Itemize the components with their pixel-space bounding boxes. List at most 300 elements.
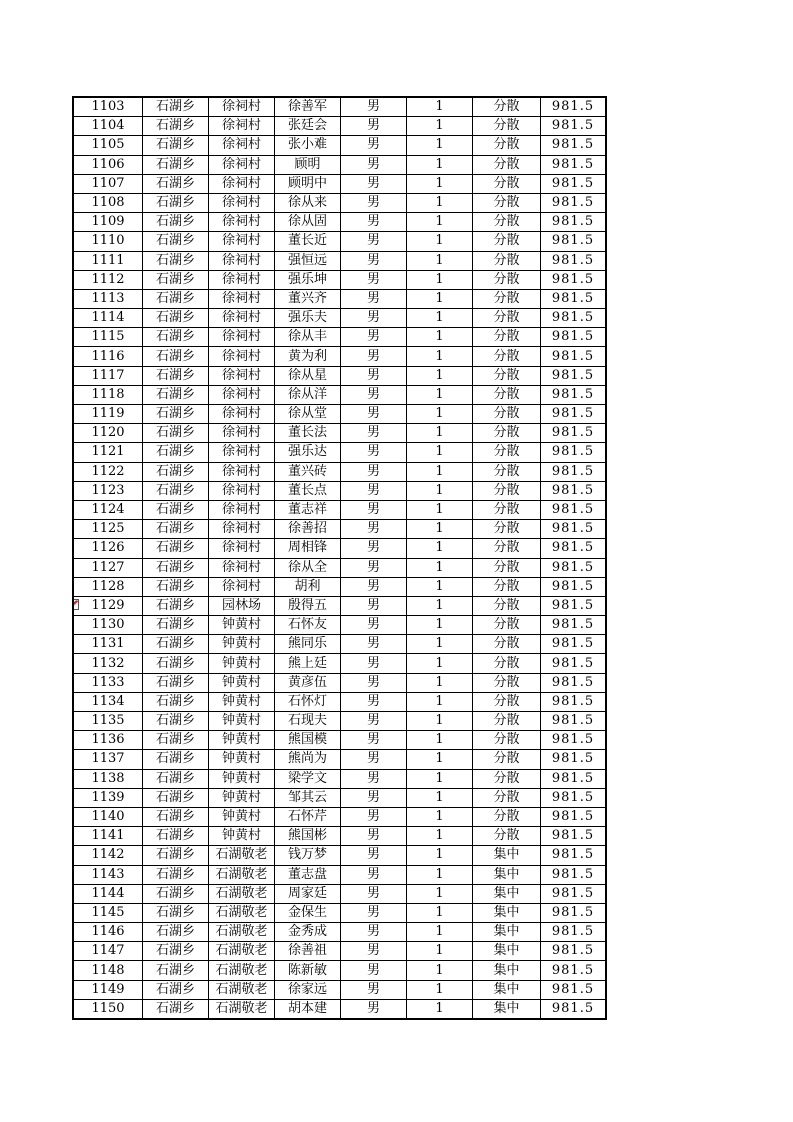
village-cell[interactable]: 园林场 bbox=[209, 596, 275, 615]
amount-cell[interactable]: 981.5 bbox=[541, 405, 607, 424]
support-mode-cell[interactable]: 分散 bbox=[473, 213, 541, 232]
row-number-cell[interactable]: 1147 bbox=[73, 942, 143, 961]
count-cell[interactable]: 1 bbox=[407, 424, 473, 443]
amount-cell[interactable]: 981.5 bbox=[541, 366, 607, 385]
count-cell[interactable]: 1 bbox=[407, 385, 473, 404]
village-cell[interactable]: 钟黄村 bbox=[209, 807, 275, 826]
gender-cell[interactable]: 男 bbox=[341, 136, 407, 155]
name-cell[interactable]: 周家廷 bbox=[275, 884, 341, 903]
support-mode-cell[interactable]: 分散 bbox=[473, 309, 541, 328]
name-cell[interactable]: 钱万梦 bbox=[275, 846, 341, 865]
row-number-cell[interactable] bbox=[73, 596, 143, 615]
town-cell[interactable]: 石湖乡 bbox=[143, 385, 209, 404]
town-cell[interactable]: 石湖乡 bbox=[143, 174, 209, 193]
count-cell[interactable]: 1 bbox=[407, 673, 473, 692]
support-mode-cell[interactable]: 分散 bbox=[473, 520, 541, 539]
support-mode-cell[interactable]: 集中 bbox=[473, 980, 541, 999]
name-cell[interactable]: 徐善军 bbox=[275, 97, 341, 117]
village-cell[interactable]: 徐祠村 bbox=[209, 289, 275, 308]
gender-cell[interactable]: 男 bbox=[341, 289, 407, 308]
amount-cell[interactable]: 981.5 bbox=[541, 673, 607, 692]
support-mode-cell[interactable]: 分散 bbox=[473, 347, 541, 366]
gender-cell[interactable]: 男 bbox=[341, 769, 407, 788]
row-number-cell[interactable]: 1112 bbox=[73, 270, 143, 289]
village-cell[interactable]: 徐祠村 bbox=[209, 539, 275, 558]
village-cell[interactable]: 钟黄村 bbox=[209, 750, 275, 769]
amount-cell[interactable]: 981.5 bbox=[541, 865, 607, 884]
village-cell[interactable]: 石湖敬老 bbox=[209, 999, 275, 1019]
support-mode-cell[interactable]: 分散 bbox=[473, 328, 541, 347]
row-number-cell[interactable]: 1145 bbox=[73, 903, 143, 922]
name-cell[interactable]: 董长近 bbox=[275, 232, 341, 251]
name-cell[interactable]: 董长点 bbox=[275, 481, 341, 500]
gender-cell[interactable]: 男 bbox=[341, 328, 407, 347]
name-cell[interactable]: 强恒远 bbox=[275, 251, 341, 270]
count-cell[interactable]: 1 bbox=[407, 865, 473, 884]
village-cell[interactable]: 徐祠村 bbox=[209, 500, 275, 519]
village-cell[interactable]: 徐祠村 bbox=[209, 309, 275, 328]
village-cell[interactable]: 石湖敬老 bbox=[209, 923, 275, 942]
name-cell[interactable]: 胡本建 bbox=[275, 999, 341, 1019]
support-mode-cell[interactable]: 分散 bbox=[473, 289, 541, 308]
village-cell[interactable]: 徐祠村 bbox=[209, 136, 275, 155]
count-cell[interactable]: 1 bbox=[407, 577, 473, 596]
support-mode-cell[interactable]: 集中 bbox=[473, 942, 541, 961]
town-cell[interactable]: 石湖乡 bbox=[143, 788, 209, 807]
support-mode-cell[interactable]: 集中 bbox=[473, 903, 541, 922]
support-mode-cell[interactable]: 分散 bbox=[473, 366, 541, 385]
row-number-cell[interactable]: 1106 bbox=[73, 155, 143, 174]
name-cell[interactable]: 顾明 bbox=[275, 155, 341, 174]
row-number-cell[interactable]: 1126 bbox=[73, 539, 143, 558]
village-cell[interactable]: 徐祠村 bbox=[209, 424, 275, 443]
town-cell[interactable]: 石湖乡 bbox=[143, 980, 209, 999]
village-cell[interactable]: 徐祠村 bbox=[209, 117, 275, 136]
row-number-cell[interactable]: 1113 bbox=[73, 289, 143, 308]
count-cell[interactable]: 1 bbox=[407, 769, 473, 788]
count-cell[interactable]: 1 bbox=[407, 366, 473, 385]
village-cell[interactable]: 钟黄村 bbox=[209, 692, 275, 711]
gender-cell[interactable]: 男 bbox=[341, 961, 407, 980]
amount-cell[interactable]: 981.5 bbox=[541, 558, 607, 577]
village-cell[interactable]: 钟黄村 bbox=[209, 673, 275, 692]
amount-cell[interactable]: 981.5 bbox=[541, 443, 607, 462]
row-number-cell[interactable]: 1104 bbox=[73, 117, 143, 136]
town-cell[interactable]: 石湖乡 bbox=[143, 539, 209, 558]
gender-cell[interactable]: 男 bbox=[341, 174, 407, 193]
village-cell[interactable]: 徐祠村 bbox=[209, 385, 275, 404]
amount-cell[interactable]: 981.5 bbox=[541, 596, 607, 615]
row-number-cell[interactable]: 1123 bbox=[73, 481, 143, 500]
amount-cell[interactable]: 981.5 bbox=[541, 385, 607, 404]
town-cell[interactable]: 石湖乡 bbox=[143, 827, 209, 846]
support-mode-cell[interactable]: 分散 bbox=[473, 251, 541, 270]
support-mode-cell[interactable]: 分散 bbox=[473, 692, 541, 711]
town-cell[interactable]: 石湖乡 bbox=[143, 692, 209, 711]
row-number-cell[interactable]: 1107 bbox=[73, 174, 143, 193]
name-cell[interactable]: 熊上廷 bbox=[275, 654, 341, 673]
count-cell[interactable]: 1 bbox=[407, 788, 473, 807]
row-number-cell[interactable]: 1118 bbox=[73, 385, 143, 404]
count-cell[interactable]: 1 bbox=[407, 750, 473, 769]
gender-cell[interactable]: 男 bbox=[341, 193, 407, 212]
name-cell[interactable]: 石现夫 bbox=[275, 712, 341, 731]
name-cell[interactable]: 胡利 bbox=[275, 577, 341, 596]
amount-cell[interactable]: 981.5 bbox=[541, 731, 607, 750]
gender-cell[interactable]: 男 bbox=[341, 117, 407, 136]
support-mode-cell[interactable]: 分散 bbox=[473, 807, 541, 826]
gender-cell[interactable]: 男 bbox=[341, 347, 407, 366]
row-number-cell[interactable]: 1146 bbox=[73, 923, 143, 942]
gender-cell[interactable]: 男 bbox=[341, 366, 407, 385]
name-cell[interactable]: 殷得五 bbox=[275, 596, 341, 615]
amount-cell[interactable]: 981.5 bbox=[541, 827, 607, 846]
town-cell[interactable]: 石湖乡 bbox=[143, 903, 209, 922]
amount-cell[interactable]: 981.5 bbox=[541, 692, 607, 711]
amount-cell[interactable]: 981.5 bbox=[541, 616, 607, 635]
gender-cell[interactable]: 男 bbox=[341, 558, 407, 577]
support-mode-cell[interactable]: 分散 bbox=[473, 788, 541, 807]
row-number-cell[interactable]: 1139 bbox=[73, 788, 143, 807]
amount-cell[interactable]: 981.5 bbox=[541, 155, 607, 174]
village-cell[interactable]: 徐祠村 bbox=[209, 328, 275, 347]
name-cell[interactable]: 金秀成 bbox=[275, 923, 341, 942]
row-number-cell[interactable]: 1117 bbox=[73, 366, 143, 385]
row-number-cell[interactable]: 1135 bbox=[73, 712, 143, 731]
name-cell[interactable]: 董兴齐 bbox=[275, 289, 341, 308]
village-cell[interactable]: 石湖敬老 bbox=[209, 980, 275, 999]
count-cell[interactable]: 1 bbox=[407, 616, 473, 635]
amount-cell[interactable]: 981.5 bbox=[541, 654, 607, 673]
support-mode-cell[interactable]: 分散 bbox=[473, 558, 541, 577]
name-cell[interactable]: 石怀友 bbox=[275, 616, 341, 635]
count-cell[interactable]: 1 bbox=[407, 980, 473, 999]
row-number-cell[interactable]: 1148 bbox=[73, 961, 143, 980]
row-number-cell[interactable]: 1120 bbox=[73, 424, 143, 443]
amount-cell[interactable]: 981.5 bbox=[541, 923, 607, 942]
town-cell[interactable]: 石湖乡 bbox=[143, 712, 209, 731]
town-cell[interactable]: 石湖乡 bbox=[143, 846, 209, 865]
gender-cell[interactable]: 男 bbox=[341, 750, 407, 769]
support-mode-cell[interactable]: 分散 bbox=[473, 193, 541, 212]
village-cell[interactable]: 徐祠村 bbox=[209, 462, 275, 481]
count-cell[interactable]: 1 bbox=[407, 462, 473, 481]
town-cell[interactable]: 石湖乡 bbox=[143, 577, 209, 596]
support-mode-cell[interactable]: 分散 bbox=[473, 155, 541, 174]
row-number-cell[interactable]: 1108 bbox=[73, 193, 143, 212]
row-number-cell[interactable]: 1110 bbox=[73, 232, 143, 251]
village-cell[interactable]: 徐祠村 bbox=[209, 520, 275, 539]
name-cell[interactable]: 邹其云 bbox=[275, 788, 341, 807]
support-mode-cell[interactable]: 集中 bbox=[473, 884, 541, 903]
town-cell[interactable]: 石湖乡 bbox=[143, 769, 209, 788]
amount-cell[interactable]: 981.5 bbox=[541, 213, 607, 232]
support-mode-cell[interactable]: 分散 bbox=[473, 462, 541, 481]
amount-cell[interactable]: 981.5 bbox=[541, 539, 607, 558]
town-cell[interactable]: 石湖乡 bbox=[143, 481, 209, 500]
gender-cell[interactable]: 男 bbox=[341, 520, 407, 539]
row-number-cell[interactable]: 1131 bbox=[73, 635, 143, 654]
row-number-cell[interactable]: 1140 bbox=[73, 807, 143, 826]
town-cell[interactable]: 石湖乡 bbox=[143, 405, 209, 424]
count-cell[interactable]: 1 bbox=[407, 654, 473, 673]
amount-cell[interactable]: 981.5 bbox=[541, 807, 607, 826]
town-cell[interactable]: 石湖乡 bbox=[143, 424, 209, 443]
name-cell[interactable]: 石怀芹 bbox=[275, 807, 341, 826]
amount-cell[interactable]: 981.5 bbox=[541, 481, 607, 500]
village-cell[interactable]: 徐祠村 bbox=[209, 443, 275, 462]
amount-cell[interactable]: 981.5 bbox=[541, 136, 607, 155]
name-cell[interactable]: 熊尚为 bbox=[275, 750, 341, 769]
count-cell[interactable]: 1 bbox=[407, 193, 473, 212]
count-cell[interactable]: 1 bbox=[407, 97, 473, 117]
support-mode-cell[interactable]: 分散 bbox=[473, 596, 541, 615]
row-number-cell[interactable]: 1137 bbox=[73, 750, 143, 769]
town-cell[interactable]: 石湖乡 bbox=[143, 961, 209, 980]
row-number-cell[interactable]: 1150 bbox=[73, 999, 143, 1019]
village-cell[interactable]: 徐祠村 bbox=[209, 232, 275, 251]
name-cell[interactable]: 徐从星 bbox=[275, 366, 341, 385]
name-cell[interactable]: 徐家远 bbox=[275, 980, 341, 999]
amount-cell[interactable]: 981.5 bbox=[541, 750, 607, 769]
count-cell[interactable]: 1 bbox=[407, 251, 473, 270]
name-cell[interactable]: 徐从丰 bbox=[275, 328, 341, 347]
town-cell[interactable]: 石湖乡 bbox=[143, 558, 209, 577]
amount-cell[interactable]: 981.5 bbox=[541, 97, 607, 117]
row-number-cell[interactable]: 1116 bbox=[73, 347, 143, 366]
row-number-cell[interactable]: 1127 bbox=[73, 558, 143, 577]
gender-cell[interactable]: 男 bbox=[341, 405, 407, 424]
village-cell[interactable]: 徐祠村 bbox=[209, 577, 275, 596]
count-cell[interactable]: 1 bbox=[407, 539, 473, 558]
amount-cell[interactable]: 981.5 bbox=[541, 520, 607, 539]
amount-cell[interactable]: 981.5 bbox=[541, 309, 607, 328]
count-cell[interactable]: 1 bbox=[407, 635, 473, 654]
name-cell[interactable]: 陈新敏 bbox=[275, 961, 341, 980]
count-cell[interactable]: 1 bbox=[407, 884, 473, 903]
comment-pencil-icon[interactable] bbox=[73, 599, 79, 610]
row-number-cell[interactable]: 1105 bbox=[73, 136, 143, 155]
name-cell[interactable]: 顾明中 bbox=[275, 174, 341, 193]
amount-cell[interactable]: 981.5 bbox=[541, 193, 607, 212]
town-cell[interactable]: 石湖乡 bbox=[143, 155, 209, 174]
row-number-cell[interactable]: 1141 bbox=[73, 827, 143, 846]
town-cell[interactable]: 石湖乡 bbox=[143, 97, 209, 117]
gender-cell[interactable]: 男 bbox=[341, 654, 407, 673]
count-cell[interactable]: 1 bbox=[407, 692, 473, 711]
name-cell[interactable]: 黄为利 bbox=[275, 347, 341, 366]
count-cell[interactable]: 1 bbox=[407, 903, 473, 922]
count-cell[interactable]: 1 bbox=[407, 309, 473, 328]
row-number-cell[interactable]: 1142 bbox=[73, 846, 143, 865]
support-mode-cell[interactable]: 分散 bbox=[473, 117, 541, 136]
town-cell[interactable]: 石湖乡 bbox=[143, 865, 209, 884]
name-cell[interactable]: 董兴砖 bbox=[275, 462, 341, 481]
count-cell[interactable]: 1 bbox=[407, 846, 473, 865]
row-number-cell[interactable]: 1114 bbox=[73, 309, 143, 328]
support-mode-cell[interactable]: 分散 bbox=[473, 97, 541, 117]
gender-cell[interactable]: 男 bbox=[341, 97, 407, 117]
gender-cell[interactable]: 男 bbox=[341, 865, 407, 884]
support-mode-cell[interactable]: 分散 bbox=[473, 232, 541, 251]
amount-cell[interactable]: 981.5 bbox=[541, 903, 607, 922]
count-cell[interactable]: 1 bbox=[407, 443, 473, 462]
town-cell[interactable]: 石湖乡 bbox=[143, 999, 209, 1019]
village-cell[interactable]: 石湖敬老 bbox=[209, 884, 275, 903]
amount-cell[interactable]: 981.5 bbox=[541, 462, 607, 481]
gender-cell[interactable]: 男 bbox=[341, 155, 407, 174]
gender-cell[interactable]: 男 bbox=[341, 884, 407, 903]
count-cell[interactable]: 1 bbox=[407, 807, 473, 826]
town-cell[interactable]: 石湖乡 bbox=[143, 462, 209, 481]
town-cell[interactable]: 石湖乡 bbox=[143, 251, 209, 270]
row-number-cell[interactable]: 1109 bbox=[73, 213, 143, 232]
support-mode-cell[interactable]: 分散 bbox=[473, 270, 541, 289]
village-cell[interactable]: 石湖敬老 bbox=[209, 865, 275, 884]
count-cell[interactable]: 1 bbox=[407, 712, 473, 731]
amount-cell[interactable]: 981.5 bbox=[541, 500, 607, 519]
amount-cell[interactable]: 981.5 bbox=[541, 270, 607, 289]
support-mode-cell[interactable]: 集中 bbox=[473, 846, 541, 865]
count-cell[interactable]: 1 bbox=[407, 213, 473, 232]
village-cell[interactable]: 徐祠村 bbox=[209, 193, 275, 212]
count-cell[interactable]: 1 bbox=[407, 961, 473, 980]
amount-cell[interactable]: 981.5 bbox=[541, 251, 607, 270]
name-cell[interactable]: 熊国彬 bbox=[275, 827, 341, 846]
row-number-cell[interactable]: 1121 bbox=[73, 443, 143, 462]
count-cell[interactable]: 1 bbox=[407, 328, 473, 347]
village-cell[interactable]: 钟黄村 bbox=[209, 635, 275, 654]
town-cell[interactable]: 石湖乡 bbox=[143, 309, 209, 328]
support-mode-cell[interactable]: 分散 bbox=[473, 750, 541, 769]
town-cell[interactable]: 石湖乡 bbox=[143, 673, 209, 692]
name-cell[interactable]: 张廷会 bbox=[275, 117, 341, 136]
name-cell[interactable]: 徐善祖 bbox=[275, 942, 341, 961]
amount-cell[interactable]: 981.5 bbox=[541, 635, 607, 654]
count-cell[interactable]: 1 bbox=[407, 500, 473, 519]
town-cell[interactable]: 石湖乡 bbox=[143, 193, 209, 212]
gender-cell[interactable]: 男 bbox=[341, 635, 407, 654]
count-cell[interactable]: 1 bbox=[407, 942, 473, 961]
name-cell[interactable]: 强乐夫 bbox=[275, 309, 341, 328]
gender-cell[interactable]: 男 bbox=[341, 251, 407, 270]
row-number-cell[interactable]: 1138 bbox=[73, 769, 143, 788]
village-cell[interactable]: 钟黄村 bbox=[209, 616, 275, 635]
village-cell[interactable]: 钟黄村 bbox=[209, 712, 275, 731]
amount-cell[interactable]: 981.5 bbox=[541, 769, 607, 788]
amount-cell[interactable]: 981.5 bbox=[541, 846, 607, 865]
count-cell[interactable]: 1 bbox=[407, 481, 473, 500]
gender-cell[interactable]: 男 bbox=[341, 712, 407, 731]
gender-cell[interactable]: 男 bbox=[341, 616, 407, 635]
village-cell[interactable]: 钟黄村 bbox=[209, 654, 275, 673]
gender-cell[interactable]: 男 bbox=[341, 424, 407, 443]
gender-cell[interactable]: 男 bbox=[341, 309, 407, 328]
count-cell[interactable]: 1 bbox=[407, 405, 473, 424]
row-number-cell[interactable]: 1122 bbox=[73, 462, 143, 481]
name-cell[interactable]: 徐从全 bbox=[275, 558, 341, 577]
support-mode-cell[interactable]: 分散 bbox=[473, 673, 541, 692]
name-cell[interactable]: 徐从固 bbox=[275, 213, 341, 232]
village-cell[interactable]: 徐祠村 bbox=[209, 347, 275, 366]
town-cell[interactable]: 石湖乡 bbox=[143, 136, 209, 155]
amount-cell[interactable]: 981.5 bbox=[541, 232, 607, 251]
town-cell[interactable]: 石湖乡 bbox=[143, 500, 209, 519]
town-cell[interactable]: 石湖乡 bbox=[143, 232, 209, 251]
name-cell[interactable]: 熊国模 bbox=[275, 731, 341, 750]
town-cell[interactable]: 石湖乡 bbox=[143, 731, 209, 750]
amount-cell[interactable]: 981.5 bbox=[541, 117, 607, 136]
village-cell[interactable]: 石湖敬老 bbox=[209, 942, 275, 961]
support-mode-cell[interactable]: 分散 bbox=[473, 769, 541, 788]
gender-cell[interactable]: 男 bbox=[341, 232, 407, 251]
row-number-cell[interactable]: 1111 bbox=[73, 251, 143, 270]
support-mode-cell[interactable]: 分散 bbox=[473, 443, 541, 462]
count-cell[interactable]: 1 bbox=[407, 136, 473, 155]
town-cell[interactable]: 石湖乡 bbox=[143, 117, 209, 136]
row-number-cell[interactable]: 1134 bbox=[73, 692, 143, 711]
village-cell[interactable]: 徐祠村 bbox=[209, 97, 275, 117]
town-cell[interactable]: 石湖乡 bbox=[143, 884, 209, 903]
count-cell[interactable]: 1 bbox=[407, 270, 473, 289]
name-cell[interactable]: 熊同乐 bbox=[275, 635, 341, 654]
gender-cell[interactable]: 男 bbox=[341, 385, 407, 404]
support-mode-cell[interactable]: 分散 bbox=[473, 731, 541, 750]
row-number-cell[interactable]: 1130 bbox=[73, 616, 143, 635]
row-number-cell[interactable]: 1119 bbox=[73, 405, 143, 424]
support-mode-cell[interactable]: 分散 bbox=[473, 539, 541, 558]
count-cell[interactable]: 1 bbox=[407, 232, 473, 251]
town-cell[interactable]: 石湖乡 bbox=[143, 807, 209, 826]
name-cell[interactable]: 金保生 bbox=[275, 903, 341, 922]
village-cell[interactable]: 徐祠村 bbox=[209, 270, 275, 289]
amount-cell[interactable]: 981.5 bbox=[541, 577, 607, 596]
support-mode-cell[interactable]: 分散 bbox=[473, 385, 541, 404]
village-cell[interactable]: 钟黄村 bbox=[209, 827, 275, 846]
count-cell[interactable]: 1 bbox=[407, 289, 473, 308]
row-number-cell[interactable]: 1144 bbox=[73, 884, 143, 903]
name-cell[interactable]: 董志盘 bbox=[275, 865, 341, 884]
support-mode-cell[interactable]: 分散 bbox=[473, 635, 541, 654]
gender-cell[interactable]: 男 bbox=[341, 596, 407, 615]
support-mode-cell[interactable]: 集中 bbox=[473, 999, 541, 1019]
village-cell[interactable]: 徐祠村 bbox=[209, 251, 275, 270]
name-cell[interactable]: 张小难 bbox=[275, 136, 341, 155]
town-cell[interactable]: 石湖乡 bbox=[143, 443, 209, 462]
name-cell[interactable]: 徐从堂 bbox=[275, 405, 341, 424]
count-cell[interactable]: 1 bbox=[407, 731, 473, 750]
amount-cell[interactable]: 981.5 bbox=[541, 788, 607, 807]
row-number-cell[interactable]: 1133 bbox=[73, 673, 143, 692]
amount-cell[interactable]: 981.5 bbox=[541, 328, 607, 347]
support-mode-cell[interactable]: 分散 bbox=[473, 712, 541, 731]
town-cell[interactable]: 石湖乡 bbox=[143, 213, 209, 232]
town-cell[interactable]: 石湖乡 bbox=[143, 923, 209, 942]
count-cell[interactable]: 1 bbox=[407, 520, 473, 539]
support-mode-cell[interactable]: 分散 bbox=[473, 616, 541, 635]
name-cell[interactable]: 徐从来 bbox=[275, 193, 341, 212]
gender-cell[interactable]: 男 bbox=[341, 923, 407, 942]
village-cell[interactable]: 钟黄村 bbox=[209, 731, 275, 750]
count-cell[interactable]: 1 bbox=[407, 174, 473, 193]
gender-cell[interactable]: 男 bbox=[341, 980, 407, 999]
row-number-cell[interactable]: 1149 bbox=[73, 980, 143, 999]
gender-cell[interactable]: 男 bbox=[341, 999, 407, 1019]
town-cell[interactable]: 石湖乡 bbox=[143, 289, 209, 308]
row-number-cell[interactable]: 1125 bbox=[73, 520, 143, 539]
support-mode-cell[interactable]: 分散 bbox=[473, 827, 541, 846]
support-mode-cell[interactable]: 分散 bbox=[473, 136, 541, 155]
